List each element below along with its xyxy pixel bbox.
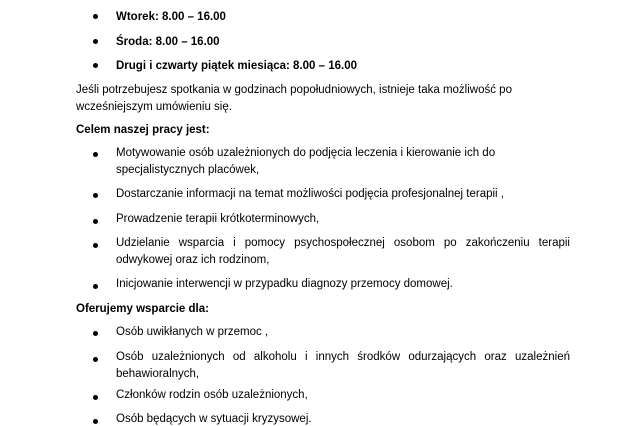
bullet-icon <box>93 357 98 362</box>
hours-item: Wtorek: 8.00 – 16.00 <box>116 11 226 23</box>
support-item: Osób uzależnionych od alkoholu i innych środków odurzających oraz uzależnień behawioralnych, <box>116 351 570 380</box>
support-item: Osób uwikłanych w przemoc , <box>116 326 269 338</box>
goal-item: Inicjowanie interwencji w przypadku diagnozy przemocy domowej. <box>116 278 453 290</box>
bullet-icon <box>93 39 98 44</box>
bullet-icon <box>93 63 98 68</box>
goals-heading: Celem naszej pracy jest: <box>76 124 210 136</box>
afternoon-note: Jeśli potrzebujesz spotkania w godzinach popołudniowych, istnieje taka możliwość po wcześniejszym umówieniu się. <box>76 84 512 113</box>
bullet-icon <box>93 331 98 336</box>
hours-item: Środa: 8.00 – 16.00 <box>116 36 220 48</box>
bullet-icon <box>93 193 98 198</box>
bullet-icon <box>93 14 98 19</box>
bullet-icon <box>93 152 98 157</box>
bullet-icon <box>93 284 98 289</box>
support-item: Osób będących w sytuacji kryzysowej. <box>116 413 312 425</box>
hours-item: Drugi i czwarty piątek miesiąca: 8.00 – 16.00 <box>116 60 357 72</box>
support-heading: Oferujemy wsparcie dla: <box>76 303 209 315</box>
support-item: Członków rodzin osób uzależnionych, <box>116 389 308 401</box>
goal-item: Dostarczanie informacji na temat możliwości podjęcia profesjonalnej terapii , <box>116 188 504 200</box>
goal-item: Motywowanie osób uzależnionych do podjęcia leczenia i kierowanie ich do specjalistycznych placówek, <box>116 147 496 176</box>
bullet-icon <box>93 395 98 400</box>
goal-item: Udzielanie wsparcia i pomocy psychospołecznej osobom po zakończeniu terapii odwykowej oraz ich rodzinom, <box>116 237 570 266</box>
bullet-icon <box>93 243 98 248</box>
bullet-icon <box>93 219 98 224</box>
goal-item: Prowadzenie terapii krótkoterminowych, <box>116 213 320 225</box>
bullet-icon <box>93 419 98 424</box>
